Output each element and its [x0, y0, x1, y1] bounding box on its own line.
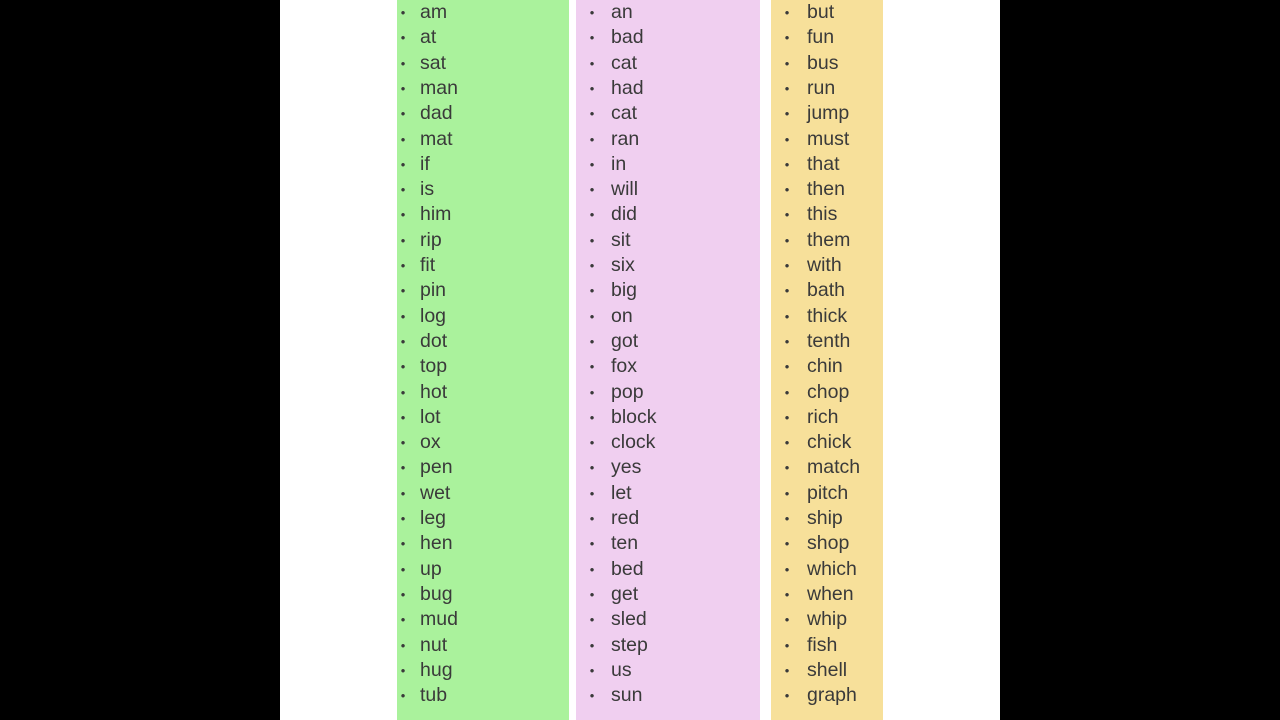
- word-text: bus: [807, 51, 839, 74]
- word-text: bad: [611, 26, 644, 49]
- bullet-icon: •: [589, 561, 595, 577]
- bullet-icon: •: [400, 612, 406, 628]
- bullet-icon: •: [784, 156, 790, 172]
- word-text: sat: [420, 51, 447, 74]
- bullet-icon: •: [784, 688, 790, 704]
- word-text: them: [807, 228, 851, 251]
- bullet-icon: •: [784, 308, 790, 324]
- word-text: hen: [420, 532, 453, 555]
- bullet-icon: •: [400, 207, 406, 223]
- word-text: sled: [611, 608, 647, 631]
- word-text: lot: [420, 405, 441, 428]
- bullet-icon: •: [589, 131, 595, 147]
- word-text: chick: [807, 431, 852, 454]
- bullet-icon: •: [784, 460, 790, 476]
- bullet-icon: •: [784, 384, 790, 400]
- word-text: mat: [420, 127, 453, 150]
- bullet-icon: •: [589, 232, 595, 248]
- bullet-icon: •: [784, 662, 790, 678]
- bullet-icon: •: [589, 384, 595, 400]
- bullet-icon: •: [784, 359, 790, 375]
- word-text: let: [611, 481, 632, 504]
- bullet-icon: •: [784, 80, 790, 96]
- bullet-icon: •: [589, 536, 595, 552]
- bullet-icon: •: [589, 612, 595, 628]
- bullet-icon: •: [589, 207, 595, 223]
- word-text: but: [807, 1, 835, 23]
- bullet-icon: •: [589, 283, 595, 299]
- word-text: log: [420, 304, 447, 327]
- bullet-icon: •: [400, 5, 406, 20]
- bullet-icon: •: [400, 435, 406, 451]
- word-text: wet: [420, 481, 451, 504]
- word-text: dad: [420, 102, 453, 125]
- word-text: jump: [807, 102, 850, 125]
- word-text: ran: [611, 127, 640, 150]
- bullet-icon: •: [784, 182, 790, 198]
- bullet-icon: •: [400, 359, 406, 375]
- word-text: ten: [611, 532, 639, 555]
- word-text: sit: [611, 228, 631, 251]
- word-text: bug: [420, 582, 453, 605]
- bullet-icon: •: [400, 409, 406, 425]
- bullet-icon: •: [784, 333, 790, 349]
- bullet-icon: •: [400, 662, 406, 678]
- word-text: this: [807, 203, 838, 226]
- bullet-icon: •: [400, 384, 406, 400]
- word-text: then: [807, 178, 845, 201]
- bullet-icon: •: [589, 662, 595, 678]
- word-text: fish: [807, 633, 838, 656]
- bullet-icon: •: [400, 460, 406, 476]
- bullet-icon: •: [400, 106, 406, 122]
- bullet-icon: •: [589, 182, 595, 198]
- bullet-icon: •: [400, 182, 406, 198]
- bullet-icon: •: [784, 5, 790, 20]
- word-text: did: [611, 203, 638, 226]
- bullet-icon: •: [784, 485, 790, 501]
- word-text: when: [807, 582, 854, 605]
- bullet-icon: •: [400, 308, 406, 324]
- word-text: with: [807, 254, 842, 276]
- bullet-icon: •: [784, 232, 790, 248]
- word-text: pitch: [807, 481, 849, 504]
- bullet-icon: •: [400, 561, 406, 577]
- bullet-icon: •: [589, 333, 595, 349]
- word-text: match: [807, 456, 861, 479]
- word-text: mud: [420, 608, 458, 631]
- word-text: fox: [611, 355, 638, 378]
- word-text: had: [611, 76, 644, 99]
- bullet-icon: •: [784, 586, 790, 602]
- word-text: whip: [807, 608, 848, 631]
- word-text: thick: [807, 304, 848, 327]
- word-text: dot: [420, 329, 448, 352]
- word-text: rich: [807, 405, 839, 428]
- word-text: bath: [807, 279, 845, 302]
- word-list-sheet: [280, 0, 1000, 720]
- bullet-icon: •: [784, 106, 790, 122]
- word-text: red: [611, 507, 640, 529]
- bullet-icon: •: [400, 485, 406, 501]
- bullet-icon: •: [400, 586, 406, 602]
- word-text: pen: [420, 456, 453, 479]
- bullet-icon: •: [589, 688, 595, 704]
- word-text: got: [611, 329, 639, 352]
- bullet-icon: •: [784, 131, 790, 147]
- bullet-icon: •: [589, 5, 595, 20]
- word-text: pin: [420, 279, 447, 302]
- bullet-icon: •: [400, 333, 406, 349]
- word-text: him: [420, 203, 452, 226]
- word-text: chop: [807, 380, 850, 403]
- word-text: hot: [420, 380, 448, 403]
- bullet-icon: •: [400, 30, 406, 46]
- bullet-icon: •: [589, 511, 595, 526]
- bullet-icon: •: [400, 80, 406, 96]
- word-text: at: [420, 26, 437, 49]
- word-text: tenth: [807, 329, 851, 352]
- bullet-icon: •: [400, 131, 406, 147]
- bullet-icon: •: [784, 536, 790, 552]
- word-text: pop: [611, 380, 644, 403]
- green-word-column: [397, 0, 569, 720]
- bullet-icon: •: [589, 55, 595, 71]
- bullet-icon: •: [400, 232, 406, 248]
- word-text: rip: [420, 228, 442, 251]
- word-text: on: [611, 304, 633, 327]
- bullet-icon: •: [400, 637, 406, 653]
- word-text: run: [807, 76, 836, 99]
- bullet-icon: •: [589, 637, 595, 653]
- word-text: cat: [611, 102, 638, 125]
- word-text: chin: [807, 355, 843, 378]
- bullet-icon: •: [589, 435, 595, 451]
- bullet-icon: •: [589, 258, 595, 273]
- bullet-icon: •: [589, 156, 595, 172]
- bullet-icon: •: [400, 688, 406, 704]
- bullet-icon: •: [400, 55, 406, 71]
- bullet-icon: •: [400, 258, 406, 273]
- bullet-icon: •: [784, 511, 790, 526]
- word-text: nut: [420, 633, 448, 656]
- purple-word-column: [576, 0, 760, 720]
- word-text: sun: [611, 684, 643, 707]
- word-text: ship: [807, 507, 843, 529]
- word-text: is: [420, 178, 435, 201]
- word-text: up: [420, 557, 442, 580]
- bullet-icon: •: [589, 359, 595, 375]
- bullet-icon: •: [589, 308, 595, 324]
- bullet-icon: •: [784, 435, 790, 451]
- bullet-icon: •: [400, 536, 406, 552]
- word-text: yes: [611, 456, 642, 479]
- word-text: step: [611, 633, 648, 656]
- word-text: leg: [420, 507, 447, 529]
- word-text: which: [807, 557, 857, 580]
- word-text: cat: [611, 51, 638, 74]
- word-text: big: [611, 279, 638, 302]
- word-text: shop: [807, 532, 850, 555]
- word-text: in: [611, 152, 627, 175]
- yellow-word-column: [771, 0, 883, 720]
- word-text: clock: [611, 431, 656, 454]
- word-text: top: [420, 355, 448, 378]
- bullet-icon: •: [400, 511, 406, 526]
- bullet-icon: •: [589, 586, 595, 602]
- word-text: bed: [611, 557, 644, 580]
- bullet-icon: •: [589, 485, 595, 501]
- word-text: am: [420, 1, 448, 23]
- bullet-icon: •: [784, 55, 790, 71]
- word-text: six: [611, 254, 635, 276]
- bullet-icon: •: [589, 30, 595, 46]
- word-text: ox: [420, 431, 441, 454]
- word-text: will: [611, 178, 639, 201]
- word-text: fun: [807, 26, 835, 49]
- word-text: that: [807, 152, 840, 175]
- word-text: man: [420, 76, 458, 99]
- bullet-icon: •: [784, 409, 790, 425]
- word-text: block: [611, 405, 657, 428]
- word-text: graph: [807, 684, 857, 707]
- bullet-icon: •: [589, 460, 595, 476]
- word-text: hug: [420, 658, 453, 681]
- word-text: shell: [807, 658, 848, 681]
- word-text: tub: [420, 684, 448, 707]
- word-text: must: [807, 127, 850, 150]
- bullet-icon: •: [784, 30, 790, 46]
- word-text: us: [611, 658, 632, 681]
- bullet-icon: •: [784, 637, 790, 653]
- word-text: get: [611, 582, 639, 605]
- word-text: fit: [420, 254, 436, 276]
- bullet-icon: •: [400, 156, 406, 172]
- bullet-icon: •: [784, 207, 790, 223]
- bullet-icon: •: [400, 283, 406, 299]
- bullet-icon: •: [589, 409, 595, 425]
- bullet-icon: •: [784, 258, 790, 273]
- bullet-icon: •: [784, 612, 790, 628]
- bullet-icon: •: [784, 561, 790, 577]
- bullet-icon: •: [589, 106, 595, 122]
- word-text: if: [420, 152, 430, 175]
- word-text: an: [611, 1, 633, 23]
- bullet-icon: •: [784, 283, 790, 299]
- bullet-icon: •: [589, 80, 595, 96]
